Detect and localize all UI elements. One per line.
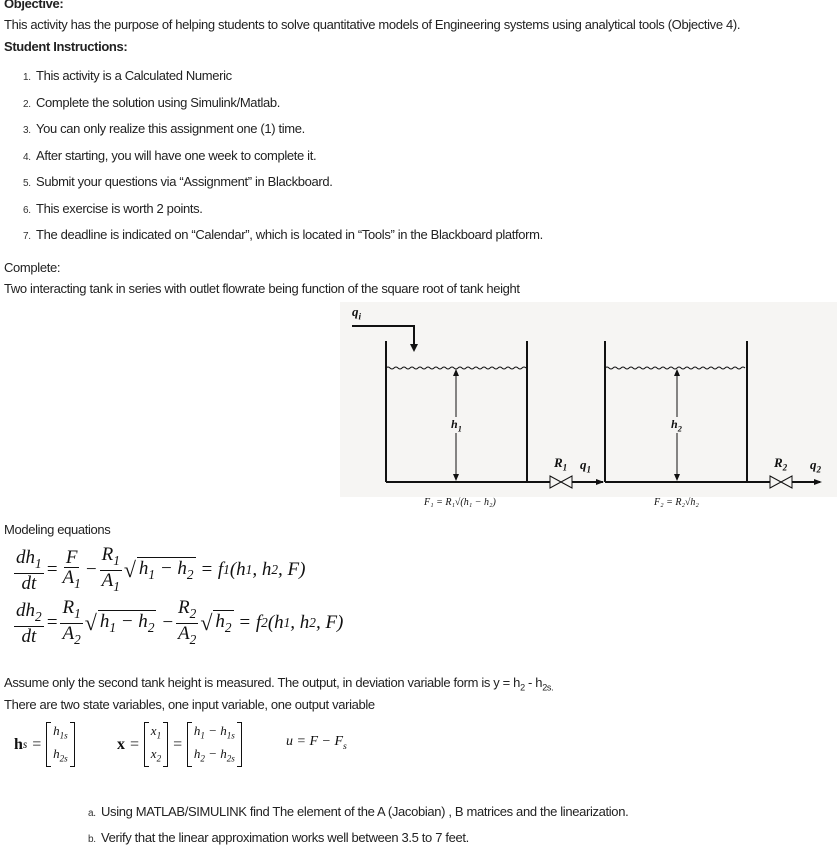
list-item [23,227,543,242]
list-number: 1. [23,72,31,83]
label-h2: $h_2$ [671,417,682,434]
list-item [23,68,232,83]
list-text: This exercise is worth 2 points. [36,201,203,216]
task-number: a. [88,808,96,819]
equation-dh2: $\frac{dh_2}{dt}$ = $\frac{R_1}{A_2}$ √ $h_1 - h_2$ − $\frac{R_2}{A_2}$ √ $h_2$ = f 2 (h 1 , h 2 , F) [16,597,344,647]
label-q1: $q_1$ [580,457,592,475]
complete-heading: Complete: [4,260,61,275]
list-text: Submit your questions via “Assignment” in Blackboard. [36,174,333,189]
list-number: 6. [23,205,31,216]
list-number: 4. [23,152,31,163]
state-variables-statement: There are two state variables, one input variable, one output variable [4,697,375,712]
input-variable-equation: $u = F - F_s$ [286,734,347,752]
objective-text: This activity has the purpose of helping students to solve quantitative models of Engineering systems using analytical tools (Objective 4). [4,17,741,32]
list-text: This activity is a Calculated Numeric [36,68,232,83]
label-R2: $R_2$ [774,455,788,473]
list-text: After starting, you will have one week to complete it. [36,148,317,163]
task-item [88,830,469,845]
list-number: 3. [23,125,31,136]
list-item [23,174,333,189]
f2-equation: F₂ = R₂√h₂ [654,497,699,508]
steady-state-vector: h s = $h_{1s}$ $h_{2s}$ [14,722,75,767]
two-tank-diagram [340,302,837,517]
label-h1: $h_1$ [451,417,462,434]
output-statement: Assume only the second tank height is measured. The output, in deviation variable form is $y = h_2 - h_{2s.}$ [4,675,554,693]
state-vector: x = $x_1$ $x_2$ = $h_1 - h_{1s}$ $h_2 - h_{2s}$ [117,722,242,767]
list-number: 5. [23,178,31,189]
instructions-heading: Student Instructions: [4,39,128,54]
label-qi: $q_i$ [352,304,362,322]
task-item [88,804,628,819]
list-item [23,201,203,216]
label-q2: $q_2$ [810,457,822,475]
objective-heading: Objective: [4,0,64,11]
list-item [23,121,305,136]
list-number: 2. [23,99,31,110]
label-R1: $R_1$ [554,455,568,473]
task-text: Verify that the linear approximation works well between 3.5 to 7 feet. [101,830,469,845]
list-text: Complete the solution using Simulink/Matlab. [36,95,281,110]
list-item [23,148,316,163]
task-number: b. [88,834,96,845]
task-text: Using MATLAB/SIMULINK find The element of the A (Jacobian) , B matrices and the linearization. [101,804,629,819]
modeling-heading: Modeling equations [4,522,111,537]
equation-dh1: $\frac{dh_1}{dt}$ = $\frac{F}{A_1}$ − $\frac{R_1}{A_1}$ √ $h_1 - h_2$ = f 1 (h 1 , h 2 , F) [16,544,306,594]
list-text: The deadline is indicated on “Calendar”, which is located in “Tools” in the Blackboard platform. [36,227,543,242]
f1-equation: F₁ = R₁√(h₁ − h₂) [424,497,496,508]
list-text: You can only realize this assignment one (1) time. [36,121,305,136]
complete-text: Two interacting tank in series with outlet flowrate being function of the square root of tank height [4,281,520,296]
list-item [23,95,280,110]
list-number: 7. [23,231,31,242]
